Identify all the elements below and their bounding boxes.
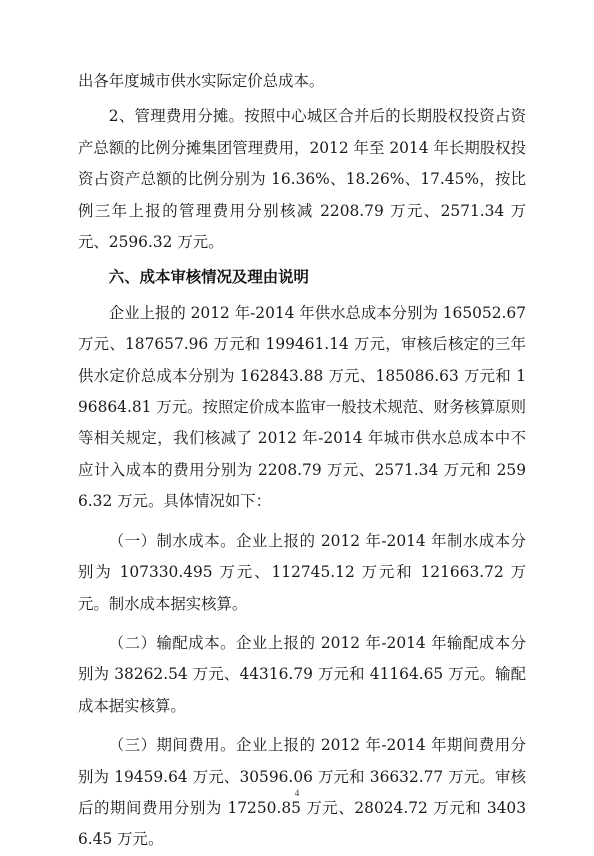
- paragraph-distribution-cost: （二）输配成本。企业上报的 2012 年-2014 年输配成本分别为 38262.54 万元、44316.79 万元和 41164.65 万元。输配成本据实核算。: [78, 633, 526, 715]
- paragraph-water-production-cost: （一）制水成本。企业上报的 2012 年-2014 年制水成本分别为 107330.495 万元、112745.12 万元和 121663.72 万元。制水成本据实核算。: [78, 531, 526, 613]
- paragraph-period-expenses: （三）期间费用。企业上报的 2012 年-2014 年期间费用分别为 19459.64 万元、30596.06 万元和 36632.77 万元。审核后的期间费用分别为 17250.85 万元、28024.72 万元和 34036.45 万元。: [78, 736, 526, 849]
- page-number: 4: [294, 788, 300, 798]
- document-body: [78, 66, 526, 856]
- paragraph-cost-review-summary: 企业上报的 2012 年-2014 年供水总成本分别为 165052.67 万元、187657.96 万元和 199461.14 万元，审核后核定的三年供水定价总成本分别为 162843.88 万元、185086.63 万元和 196864.81 万元。按照定价成本监审一般技术规范、财务核算原则等相关规定，我们核减了 2012 年-2014 年城市供水总成本中不应计入成本的费用分别为 2208.79 万元、2571.34 万元和 2596.32 万元。具体情况如下：: [78, 303, 526, 511]
- section-heading-cost-review: 六、成本审核情况及理由说明: [108, 268, 309, 287]
- paragraph-management-fee: 2、管理费用分摊。按照中心城区合并后的长期股权投资占资产总额的比例分摊集团管理费用，2012 年至 2014 年长期股权投资占资产总额的比例分别为 16.36%、18.26%、17.45%，按比例三年上报的管理费用分别核减 2208.79 万元、2571.34 万元、2596.32 万元。: [78, 107, 526, 252]
- paragraph-continuation: 出各年度城市供水实际定价总成本。: [78, 72, 325, 90]
